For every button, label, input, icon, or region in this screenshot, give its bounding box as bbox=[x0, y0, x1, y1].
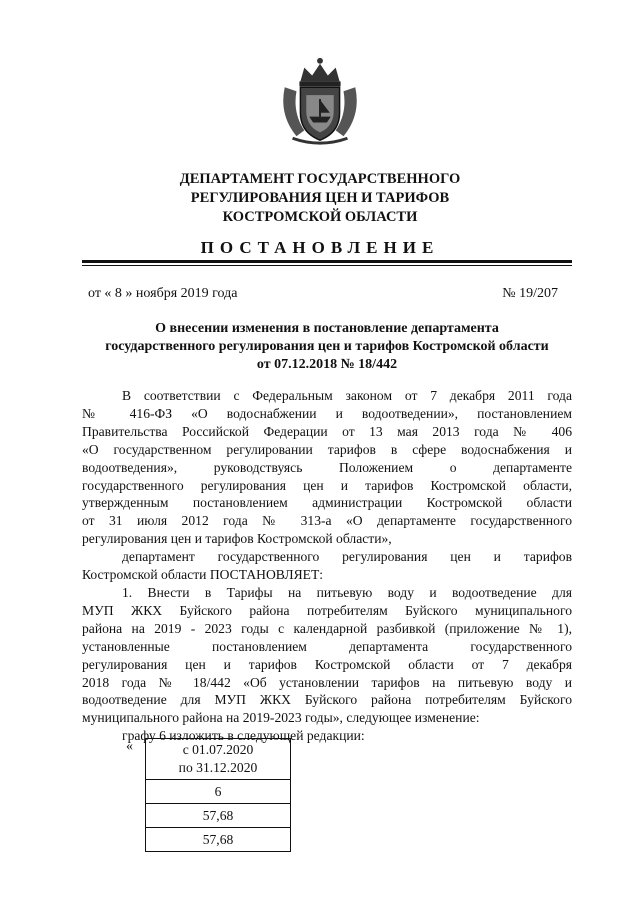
body-line: водоотведение для МУП ЖКХ Буйского района потребителям Буйского bbox=[82, 692, 572, 708]
department-line: ДЕПАРТАМЕНТ ГОСУДАРСТВЕННОГО bbox=[179, 171, 461, 187]
body-line: МУП ЖКХ Буйского района потребителям Буйского муниципального bbox=[82, 602, 572, 618]
body-line: № 416-ФЗ «О водоснабжении и водоотведении», постановлением bbox=[82, 405, 572, 421]
header-divider-thin bbox=[82, 265, 572, 266]
tariff-value-cell: 57,68 bbox=[146, 804, 291, 828]
header-divider-thick bbox=[82, 260, 572, 263]
document-body bbox=[82, 387, 572, 745]
body-line: регулирования цен и тарифов Костромской области от 7 декабря bbox=[82, 656, 572, 672]
department-line: КОСТРОМСКОЙ ОБЛАСТИ bbox=[222, 209, 418, 225]
body-line: от 31 июля 2012 года № 313-а «О департаменте государственного bbox=[82, 513, 572, 529]
decree-paragraph bbox=[82, 548, 572, 584]
table-row bbox=[146, 780, 291, 804]
period-cell bbox=[146, 739, 291, 780]
body-line: Костромской области ПОСТАНОВЛЯЕТ: bbox=[82, 567, 324, 583]
period-start: с 01.07.2020 bbox=[182, 742, 254, 757]
preamble-paragraph bbox=[82, 387, 572, 548]
table-row bbox=[146, 739, 291, 780]
body-line: водоотведения», руководствуясь Положением о департаменте bbox=[82, 459, 572, 475]
body-line: В соответствии с Федеральным законом от 7 декабря 2011 года bbox=[122, 388, 572, 403]
tariff-table bbox=[145, 738, 291, 852]
column-instruction: графу 6 изложить в следующей редакции: bbox=[122, 728, 365, 744]
open-quote: « bbox=[126, 739, 133, 754]
coat-of-arms-icon bbox=[271, 52, 369, 150]
department-name bbox=[90, 170, 550, 227]
subject-line: О внесении изменения в постановление департамента bbox=[155, 321, 499, 336]
department-line: РЕГУЛИРОВАНИЯ ЦЕН И ТАРИФОВ bbox=[190, 190, 450, 206]
document-number: № 19/207 bbox=[502, 286, 558, 301]
item-1-paragraph bbox=[82, 584, 572, 727]
period-end: по 31.12.2020 bbox=[178, 760, 258, 775]
subject-line: от 07.12.2018 № 18/442 bbox=[256, 357, 398, 372]
body-line: «О государственном регулировании тарифов в сфере водоснабжения и bbox=[82, 441, 572, 457]
body-line: Правительства Российской Федерации от 13 мая 2013 года № 406 bbox=[82, 423, 572, 439]
column-number-cell: 6 bbox=[146, 780, 291, 804]
body-line: регулирования цен и тарифов Костромской области», bbox=[82, 531, 392, 547]
table-row bbox=[146, 828, 291, 852]
document-subject bbox=[82, 320, 572, 374]
body-line: района на 2019 - 2023 годы с календарной разбивкой (приложение № 1), bbox=[82, 620, 572, 636]
document-date: от « 8 » ноября 2019 года bbox=[88, 286, 238, 301]
body-line: государственного регулирования цен и тарифов Костромской области, bbox=[82, 477, 572, 493]
body-line: 1. Внести в Тарифы на питьевую воду и водоотведение для bbox=[122, 584, 572, 600]
document-type: ПОСТАНОВЛЕНИЕ bbox=[200, 238, 440, 257]
body-line: 2018 года № 18/442 «Об установлении тарифов на питьевую воду и bbox=[82, 674, 572, 690]
tariff-value-cell: 57,68 bbox=[146, 828, 291, 852]
body-line: муниципального района на 2019-2023 годы», следующее изменение: bbox=[82, 710, 480, 726]
subject-line: государственного регулирования цен и тарифов Костромской области bbox=[105, 339, 549, 354]
body-line: утвержденным постановлением администрации Костромской области bbox=[82, 495, 572, 511]
body-line: департамент государственного регулирования цен и тарифов bbox=[122, 549, 572, 565]
table-row bbox=[146, 804, 291, 828]
body-line: установленные постановлением департамента государственного bbox=[82, 638, 572, 654]
